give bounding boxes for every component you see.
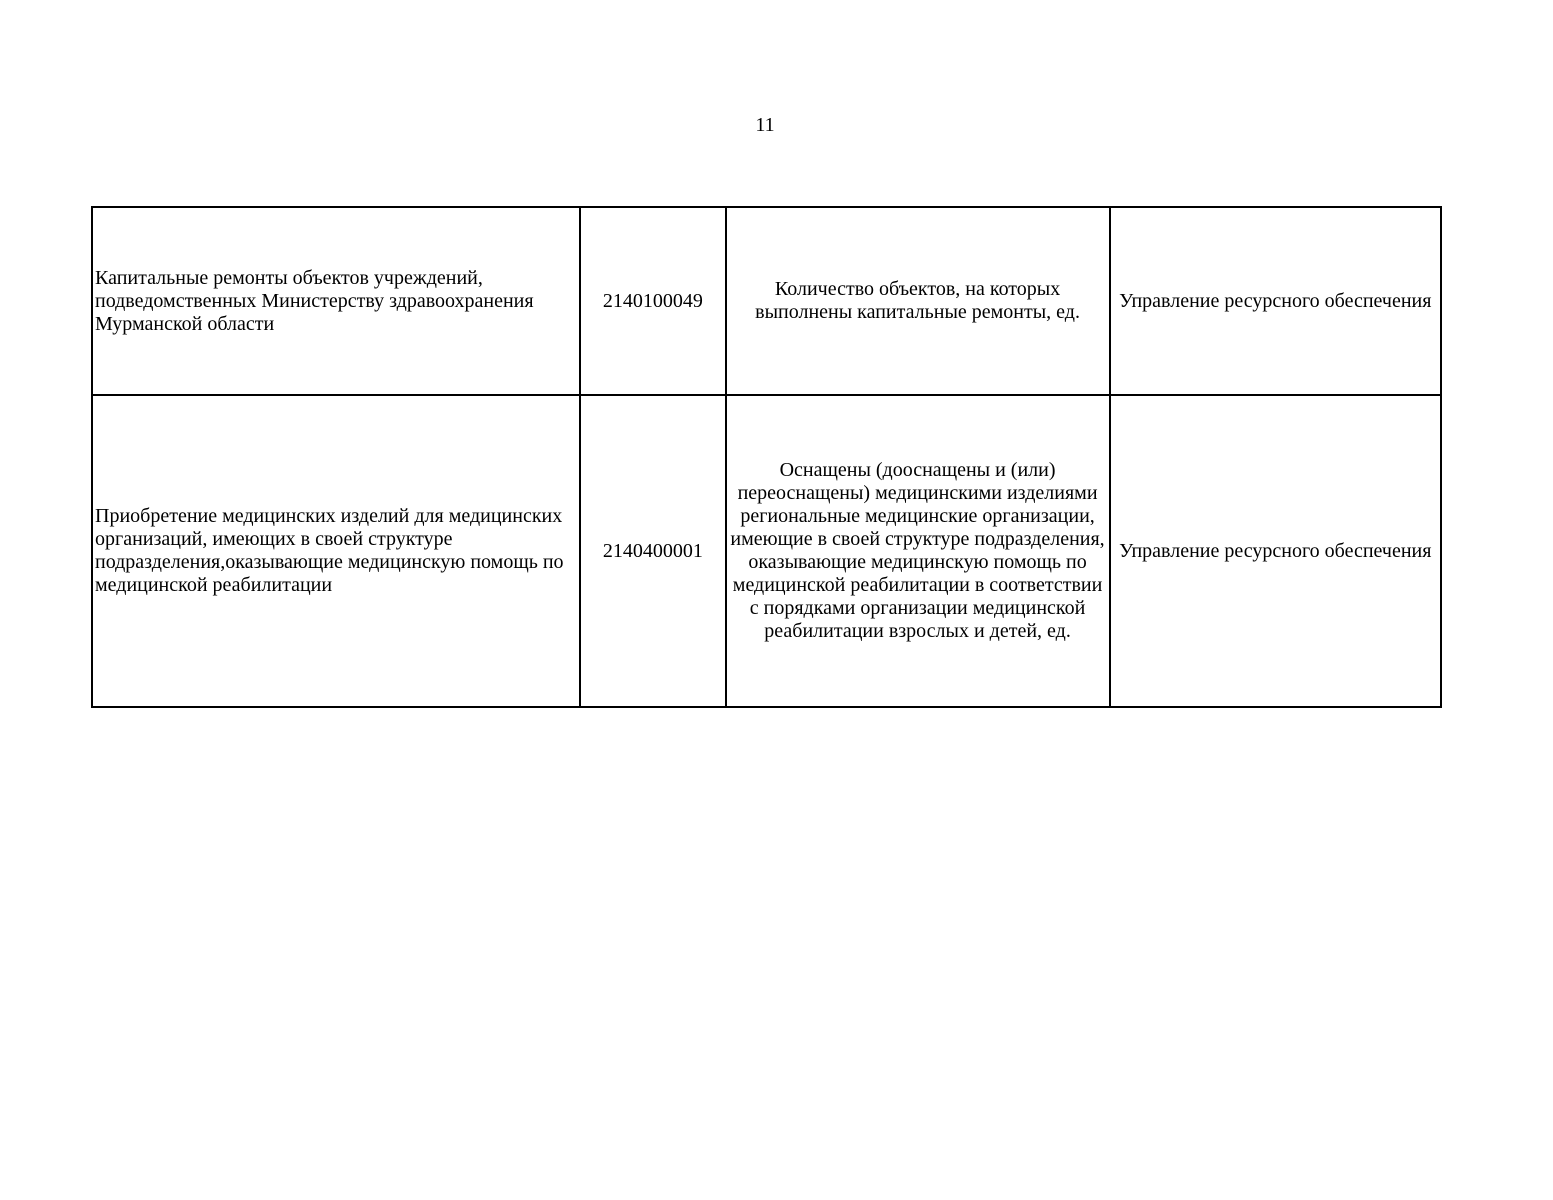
indicator-text: Количество объектов, на которых выполнены капитальные ремонты, ед. — [755, 278, 1080, 323]
department-name: Управление ресурсного обеспечения — [1119, 289, 1432, 312]
measure-name: Приобретение медицинских изделий для медицинских организаций, имеющих в своей структуре подразделения,оказывающие медицинскую помощь по медицинской реабилитации — [95, 505, 564, 596]
indicator-cell — [726, 207, 1110, 395]
measure-code-cell — [580, 395, 726, 707]
table-row — [92, 395, 1441, 707]
measure-code: 2140100049 — [602, 289, 703, 312]
indicator-text: Оснащены (дооснащены и (или) переоснащены) медицинскими изделиями региональные медицинские организации, имеющие в своей структуре подразделения, оказывающие медицинскую помощь по медицинской реабилитации в соответствии с порядками организации медицинской реабилитации взрослых и детей, ед. — [730, 459, 1105, 642]
department-cell — [1110, 395, 1441, 707]
measure-code-cell — [580, 207, 726, 395]
table-row — [92, 207, 1441, 395]
indicator-cell — [726, 395, 1110, 707]
measure-code: 2140400001 — [602, 539, 703, 562]
department-cell — [1110, 207, 1441, 395]
measure-name-cell — [92, 395, 580, 707]
measures-table — [91, 206, 1442, 708]
measure-name-cell — [92, 207, 580, 395]
measure-name: Капитальные ремонты объектов учреждений, подведомственных Министерству здравоохранения Мурманской области — [95, 266, 534, 335]
page-number: 11 — [755, 114, 775, 136]
department-name: Управление ресурсного обеспечения — [1119, 539, 1432, 562]
